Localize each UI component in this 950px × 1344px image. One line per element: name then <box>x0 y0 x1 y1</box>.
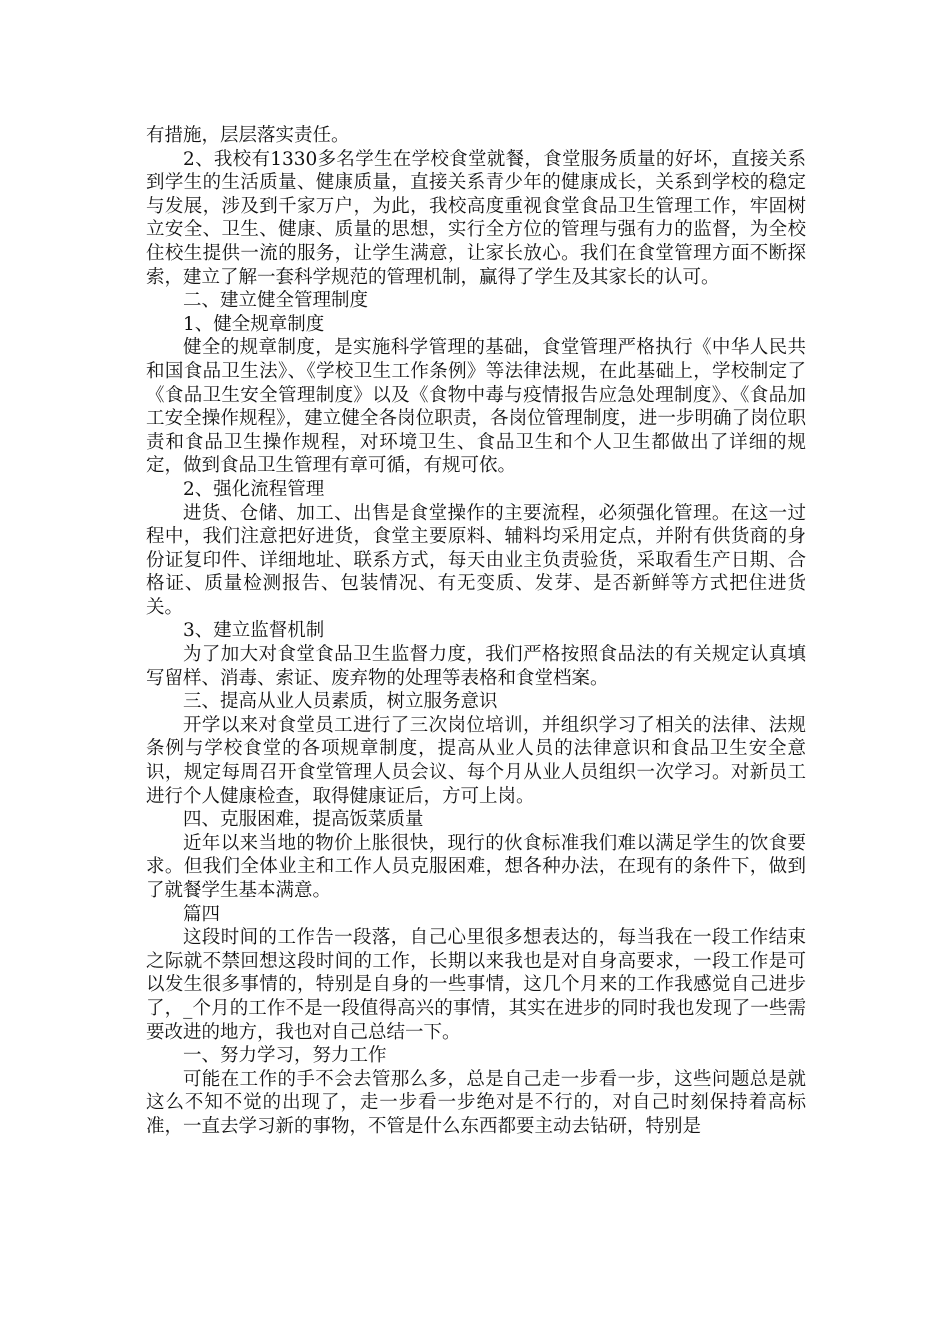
paragraph-summary: 这段时间的工作告一段落，自己心里很多想表达的，每当我在一段工作结束之际就不禁回想这段时间的工作，长期以来我也是对自身高要求，一段工作是可以发生很多事情的，特别是自身的一些事情，这几个月来的工作我感觉自己进步了，_个月的工作不是一段值得高兴的事情，其实在进步的同时我也发现了一些需要改进的地方，我也对自己总结一下。 <box>146 927 806 1043</box>
paragraph-training: 开学以来对食堂员工进行了三次岗位培训，并组织学习了相关的法律、法规条例与学校食堂的各项规章制度，提高从业人员的法律意识和食品卫生安全意识，规定每周召开食堂管理人员会议、每个月从业人员组织一次学习。对新员工进行个人健康检查，取得健康证后，方可上岗。 <box>146 714 806 807</box>
section-heading-study: 一、努力学习，努力工作 <box>183 1045 387 1067</box>
subheading-2-3: 3、建立监督机制 <box>183 620 325 642</box>
section-heading-2: 二、建立健全管理制度 <box>183 290 369 312</box>
paragraph-study: 可能在工作的手不会去管那么多，总是自己走一步看一步，这些问题总是就这么不知不觉的出现了，走一步看一步绝对是不行的，对自己时刻保持着高标准，一直去学习新的事物，不管是什么东西都要主动去钻研，特别是 <box>146 1068 806 1137</box>
document-body <box>146 124 806 1139</box>
paragraph-rules: 健全的规章制度，是实施科学管理的基础，食堂管理严格执行《中华人民共和国食品卫生法》、《学校卫生工作条例》等法律法规，在此基础上，学校制定了《食品卫生安全管理制度》以及《食物中毒与疫情报告应急处理制度》、《食品加工安全操作规程》，建立健全各岗位职责，各岗位管理制度，进一步明确了岗位职责和食品卫生操作规程，对环境卫生、食品卫生和个人卫生都做出了详细的规定，做到食品卫生管理有章可循，有规可依。 <box>146 337 806 477</box>
section-heading-4: 四、克服困难，提高饭菜质量 <box>183 809 424 831</box>
paragraph-1: 有措施，层层落实责任。 <box>146 125 350 146</box>
subheading-2-1: 1、健全规章制度 <box>183 313 325 335</box>
paragraph-process: 进货、仓储、加工、出售是食堂操作的主要流程，必须强化管理。在这一过程中，我们注意把好进货，食堂主要原料、辅料均采用定点，并附有供货商的身份证复印件、详细地址、联系方式，每天由业主负责验货，采取看生产日期、合格证、质量检测报告、包装情况、有无变质、发芽、是否新鲜等方式把住进货关。 <box>146 502 806 618</box>
paragraph-quality: 近年以来当地的物价上胀很快，现行的伙食标准我们难以满足学生的饮食要求。但我们全体业主和工作人员克服困难，想各种办法，在现有的条件下，做到了就餐学生基本满意。 <box>146 832 806 901</box>
chapter-heading: 篇四 <box>183 903 221 925</box>
subheading-2-2: 2、强化流程管理 <box>183 478 325 500</box>
paragraph-2: 2、我校有1330多名学生在学校食堂就餐，食堂服务质量的好坏，直接关系到学生的生活质量、健康质量，直接关系青少年的健康成长，关系到学校的稳定与发展，涉及到千家万户，为此，我校高度重视食堂食品卫生管理工作，牢固树立安全、卫生、健康、质量的思想，实行全方位的管理与强有力的监督，为全校住校生提供一流的服务，让学生满意，让家长放心。我们在食堂管理方面不断探索，建立了解一套科学规范的管理机制，赢得了学生及其家长的认可。 <box>146 148 806 288</box>
section-heading-3: 三、提高从业人员素质，树立服务意识 <box>183 691 498 713</box>
paragraph-supervision: 为了加大对食堂食品卫生监督力度，我们严格按照食品法的有关规定认真填写留样、消毒、索证、废弃物的处理等表格和食堂档案。 <box>146 644 806 689</box>
